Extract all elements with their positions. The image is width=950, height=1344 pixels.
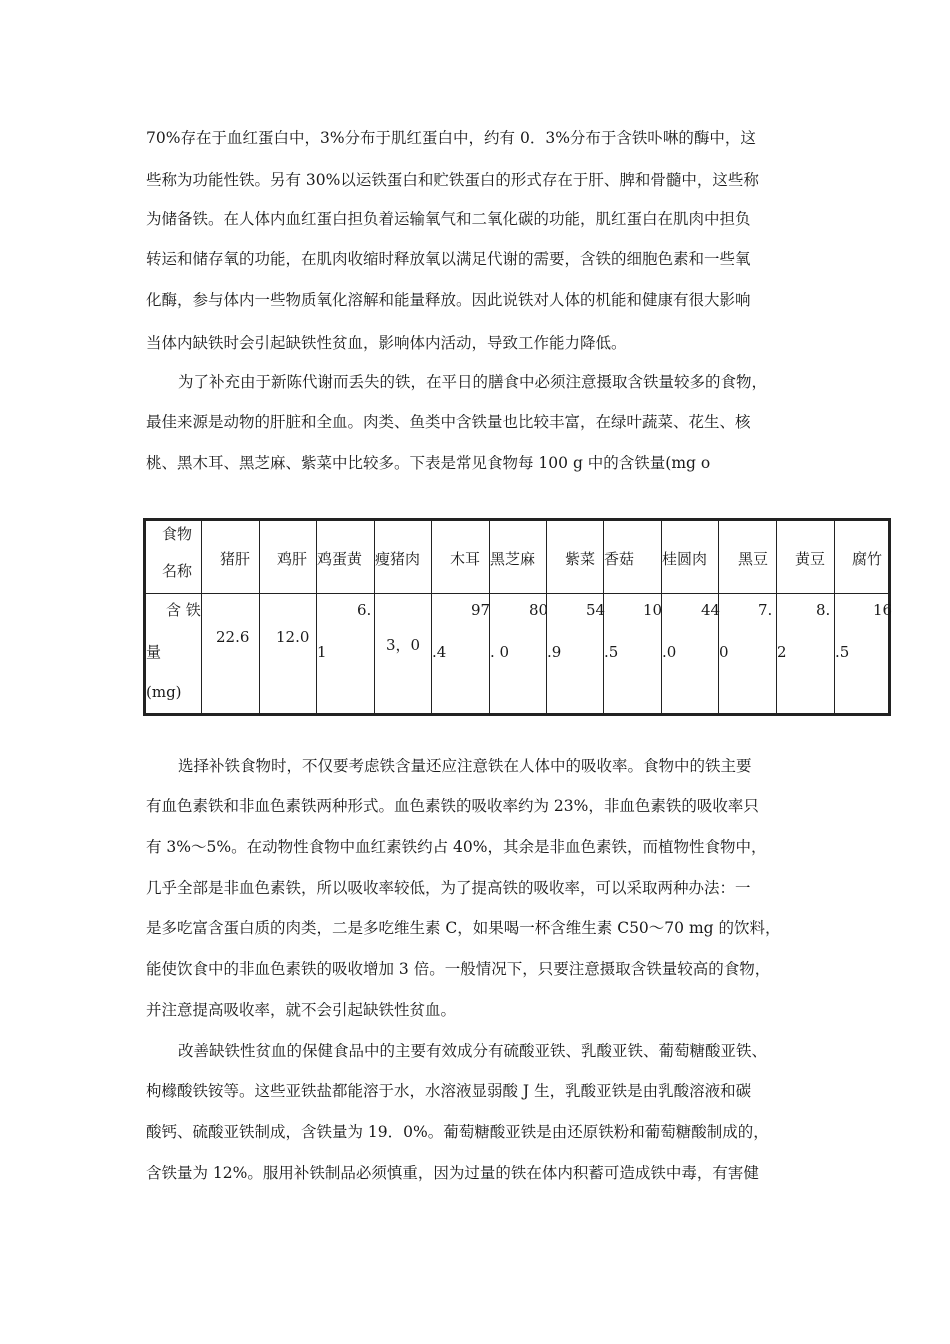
food-name: 瘦猪肉 xyxy=(375,550,421,568)
iron-value: 10 xyxy=(643,601,663,619)
iron-value: . 0 xyxy=(490,643,510,661)
iron-value: 2 xyxy=(777,643,787,661)
iron-value: 12.0 xyxy=(276,628,310,646)
column-divider xyxy=(201,521,202,713)
paragraph-line: 几乎全部是非血色素铁，所以吸收率较低，为了提高铁的吸收率，可以采取两种办法：一 xyxy=(146,879,751,897)
paragraph-line: 枸橼酸铁铵等。这些亚铁盐都能溶于水，水溶液显弱酸 J 生，乳酸亚铁是由乳酸溶液和碳 xyxy=(146,1082,752,1100)
iron-value: .4 xyxy=(432,643,447,661)
iron-value: 80 xyxy=(529,601,549,619)
iron-value: 7. xyxy=(758,601,773,619)
paragraph-line: 化酶，参与体内一些物质氧化溶解和能量释放。因此说铁对人体的机能和健康有很大影响 xyxy=(146,291,751,309)
paragraph-line: 含铁量为 12%。服用补铁制品必须慎重，因为过量的铁在体内积蓄可造成铁中毒，有害健 xyxy=(146,1164,759,1182)
food-name: 黄豆 xyxy=(795,550,826,568)
food-name: 鸡肝 xyxy=(277,550,308,568)
iron-value: 97 xyxy=(471,601,491,619)
paragraph-line: 桃、黑木耳、黑芝麻、紫菜中比较多。下表是常见食物每 100 g 中的含铁量(mg o xyxy=(146,454,711,472)
iron-value: .5 xyxy=(835,643,850,661)
paragraph-line: 能使饮食中的非血色素铁的吸收增加 3 倍。一般情况下，只要注意摄取含铁量较高的食物， xyxy=(146,960,771,978)
food-name: 香菇 xyxy=(604,550,635,568)
iron-value: 3，0 xyxy=(386,636,421,654)
iron-value: 1 xyxy=(317,643,327,661)
food-name: 黑豆 xyxy=(738,550,769,568)
iron-value: 0 xyxy=(719,643,729,661)
iron-value: 8. xyxy=(816,601,831,619)
iron-value: .5 xyxy=(604,643,619,661)
paragraph-line: 有血色素铁和非血色素铁两种形式。血色素铁的吸收率约为 23%，非血色素铁的吸收率只 xyxy=(146,797,759,815)
paragraph-line: 并注意提高吸收率，就不会引起缺铁性贫血。 xyxy=(146,1001,457,1019)
paragraph-line: 改善缺铁性贫血的保健食品中的主要有效成分有硫酸亚铁、乳酸亚铁、葡萄糖酸亚铁、 xyxy=(178,1042,768,1060)
header-label: 名称 xyxy=(162,562,193,580)
paragraph-line: 为了补充由于新陈代谢而丢失的铁，在平日的膳食中必须注意摄取含铁量较多的食物， xyxy=(178,373,768,391)
row-label: (mg) xyxy=(146,683,182,701)
iron-value: 6. xyxy=(357,601,372,619)
food-name: 桂圆肉 xyxy=(662,550,708,568)
food-name: 黑芝麻 xyxy=(490,550,536,568)
iron-value: 16 xyxy=(873,601,893,619)
food-name: 鸡蛋黄 xyxy=(317,550,363,568)
column-divider xyxy=(431,521,432,713)
iron-value: 22.6 xyxy=(216,628,250,646)
food-name: 腐竹 xyxy=(852,550,883,568)
paragraph-line: 当体内缺铁时会引起缺铁性贫血，影响体内活动，导致工作能力降低。 xyxy=(146,334,627,352)
iron-value: .0 xyxy=(662,643,677,661)
paragraph-line: 些称为功能性铁。另有 30%以运铁蛋白和贮铁蛋白的形式存在于肝、脾和骨髓中，这些称 xyxy=(146,171,759,189)
row-label: 量 xyxy=(146,643,162,661)
column-divider xyxy=(259,521,260,713)
row-label: 含 铁 xyxy=(166,601,201,619)
iron-content-table xyxy=(143,518,891,716)
paragraph-line: 转运和储存氧的功能，在肌肉收缩时释放氧以满足代谢的需要，含铁的细胞色素和一些氧 xyxy=(146,250,751,268)
column-divider xyxy=(834,521,835,713)
iron-value: 54 xyxy=(586,601,606,619)
iron-value: .9 xyxy=(547,643,562,661)
paragraph-line: 为储备铁。在人体内血红蛋白担负着运输氧气和二氧化碳的功能，肌红蛋白在肌肉中担负 xyxy=(146,210,751,228)
food-name: 木耳 xyxy=(450,550,481,568)
food-name: 紫菜 xyxy=(565,550,596,568)
paragraph-line: 是多吃富含蛋白质的肉类，二是多吃维生素 C，如果喝一杯含维生素 C50～70 mg 的饮料， xyxy=(146,919,781,937)
paragraph-line: 有 3%～5%。在动物性食物中血红素铁约占 40%，其余是非血色素铁，而植物性食物中， xyxy=(146,838,767,856)
column-divider xyxy=(776,521,777,713)
iron-value: 44 xyxy=(701,601,721,619)
header-label: 食物 xyxy=(162,525,193,543)
paragraph-line: 选择补铁食物时，不仅要考虑铁含量还应注意铁在人体中的吸收率。食物中的铁主要 xyxy=(178,757,752,775)
paragraph-line: 酸钙、硫酸亚铁制成，含铁量为 19．0%。葡萄糖酸亚铁是由还原铁粉和葡萄糖酸制成的， xyxy=(146,1123,769,1141)
food-name: 猪肝 xyxy=(220,550,251,568)
paragraph-line: 70%存在于血红蛋白中，3%分布于肌红蛋白中，约有 0．3%分布于含铁卟啉的酶中，这 xyxy=(146,129,756,147)
paragraph-line: 最佳来源是动物的肝脏和全血。肉类、鱼类中含铁量也比较丰富，在绿叶蔬菜、花生、核 xyxy=(146,413,751,431)
